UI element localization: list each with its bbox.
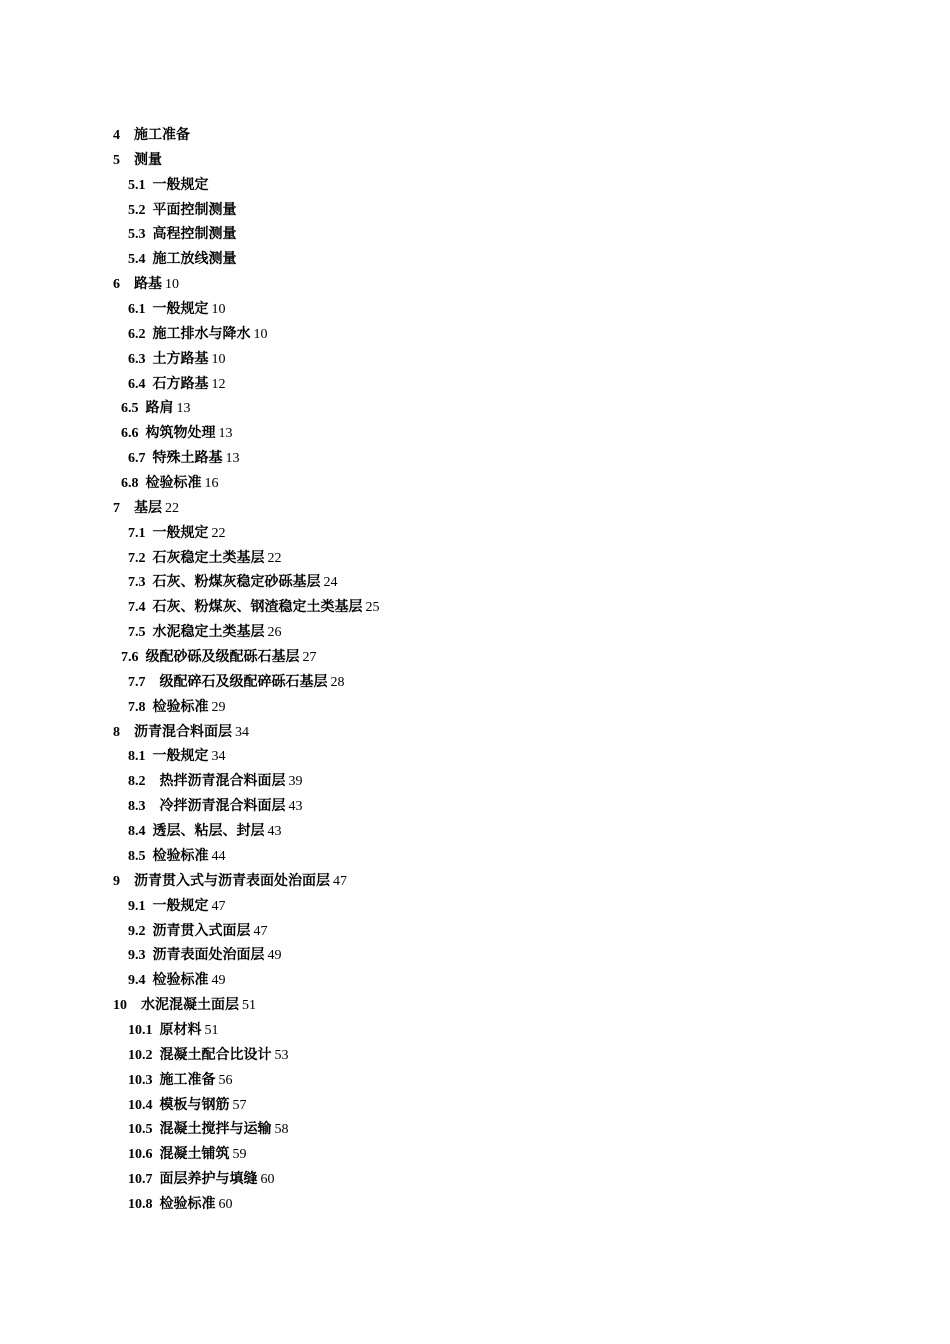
- section-number: 7.2: [128, 550, 146, 566]
- page-number: 60: [260, 1172, 275, 1188]
- toc-entry: [0, 472, 950, 497]
- section-number: 7.5: [128, 625, 146, 641]
- section-number: 5.2: [128, 202, 146, 218]
- toc-entry: [0, 571, 950, 596]
- section-title: 一般规定: [152, 525, 209, 541]
- section-number: 10.6: [128, 1147, 153, 1163]
- section-title: 一般规定: [152, 302, 209, 318]
- toc-entry: [0, 1069, 950, 1094]
- section-title: 沥青贯入式面层: [152, 923, 251, 939]
- page-number: 39: [288, 774, 303, 790]
- toc-entry: [0, 795, 950, 820]
- section-title: 路肩: [145, 401, 174, 417]
- section-number: 5.1: [128, 177, 146, 193]
- section-title: 高程控制测量: [152, 227, 237, 243]
- toc-entry: [0, 373, 950, 398]
- section-title: 基层: [134, 500, 162, 516]
- section-title: 混凝土配合比设计: [159, 1047, 272, 1063]
- section-number: 6.1: [128, 302, 146, 318]
- section-number: 10.8: [128, 1196, 153, 1212]
- section-title: 特殊土路基: [152, 451, 223, 467]
- section-title: 石灰、粉煤灰稳定砂砾基层: [152, 575, 321, 591]
- page-number: 12: [211, 376, 226, 392]
- page-number: 13: [225, 451, 240, 467]
- toc-entry: [0, 1118, 950, 1143]
- section-title: 级配砂砾及级配砾石基层: [145, 650, 300, 666]
- section-title: 一般规定: [152, 749, 209, 765]
- section-title: 石方路基: [152, 376, 209, 392]
- section-number: 8: [113, 724, 120, 740]
- table-of-contents: [0, 124, 950, 1218]
- page-number: 10: [211, 351, 226, 367]
- page-number: 47: [253, 923, 268, 939]
- section-title: 原材料: [159, 1022, 202, 1038]
- section-number: 9: [113, 873, 120, 889]
- page-number: 28: [330, 674, 345, 690]
- toc-entry: [0, 397, 950, 422]
- section-number: 10: [113, 998, 127, 1014]
- page-number: 58: [274, 1122, 289, 1138]
- section-number: 10.2: [128, 1047, 153, 1063]
- toc-entry: [0, 969, 950, 994]
- toc-entry: [0, 1094, 950, 1119]
- section-title: 测量: [134, 152, 162, 168]
- page-number: 25: [365, 600, 380, 616]
- section-title: 沥青表面处治面层: [152, 948, 265, 964]
- toc-entry: [0, 298, 950, 323]
- page-number: 47: [211, 898, 226, 914]
- toc-entry: [0, 149, 950, 174]
- section-title: 平面控制测量: [152, 202, 237, 218]
- section-title: 构筑物处理: [145, 426, 216, 442]
- toc-entry: [0, 1193, 950, 1218]
- section-number: 6.3: [128, 351, 146, 367]
- section-title: 石灰稳定土类基层: [152, 550, 265, 566]
- section-title: 水泥稳定土类基层: [152, 625, 265, 641]
- section-title: 热拌沥青混合料面层: [159, 774, 286, 790]
- page-number: 34: [211, 749, 226, 765]
- toc-entry: [0, 646, 950, 671]
- toc-entry: [0, 174, 950, 199]
- section-number: 8.2: [128, 774, 146, 790]
- section-title: 沥青混合料面层: [134, 724, 232, 740]
- section-number: 6.7: [128, 451, 146, 467]
- page-number: 56: [218, 1072, 233, 1088]
- toc-entry: [0, 323, 950, 348]
- section-title: 冷拌沥青混合料面层: [159, 799, 286, 815]
- page-number: 24: [323, 575, 338, 591]
- section-number: 9.2: [128, 923, 146, 939]
- toc-entry: [0, 199, 950, 224]
- section-title: 路基: [134, 277, 162, 293]
- page-number: 49: [211, 973, 226, 989]
- section-number: 6: [113, 277, 120, 293]
- section-title: 检验标准: [152, 848, 209, 864]
- page-number: 10: [211, 302, 226, 318]
- page-number: 34: [235, 724, 249, 740]
- toc-entry: [0, 248, 950, 273]
- toc-entry: [0, 1168, 950, 1193]
- section-title: 混凝土铺筑: [159, 1147, 230, 1163]
- section-number: 6.2: [128, 326, 146, 342]
- section-number: 7.4: [128, 600, 146, 616]
- section-number: 7.1: [128, 525, 146, 541]
- page-number: 51: [204, 1022, 219, 1038]
- section-title: 面层养护与填缝: [159, 1172, 258, 1188]
- section-number: 10.3: [128, 1072, 153, 1088]
- page-number: 16: [204, 476, 219, 492]
- page-number: 57: [232, 1097, 247, 1113]
- toc-entry: [0, 273, 950, 298]
- page-number: 60: [218, 1196, 233, 1212]
- toc-entry: [0, 671, 950, 696]
- toc-entry: [0, 596, 950, 621]
- toc-entry: [0, 621, 950, 646]
- section-title: 检验标准: [152, 973, 209, 989]
- page-number: 29: [211, 699, 226, 715]
- toc-entry: [0, 696, 950, 721]
- page-number: 51: [242, 998, 256, 1014]
- section-title: 一般规定: [152, 898, 209, 914]
- toc-entry: [0, 422, 950, 447]
- toc-entry: [0, 547, 950, 572]
- page-number: 43: [288, 799, 303, 815]
- page-number: 59: [232, 1147, 247, 1163]
- section-number: 7: [113, 500, 120, 516]
- section-title: 混凝土搅拌与运输: [159, 1122, 272, 1138]
- section-number: 8.3: [128, 799, 146, 815]
- toc-entry: [0, 944, 950, 969]
- toc-entry: [0, 870, 950, 895]
- section-title: 一般规定: [152, 177, 209, 193]
- toc-entry: [0, 522, 950, 547]
- section-number: 4: [113, 128, 120, 143]
- section-number: 10.5: [128, 1122, 153, 1138]
- toc-entry: [0, 994, 950, 1019]
- section-title: 水泥混凝土面层: [141, 998, 239, 1014]
- toc-entry: [0, 770, 950, 795]
- toc-entry: [0, 447, 950, 472]
- section-title: 施工排水与降水: [152, 326, 251, 342]
- page-number: 22: [165, 500, 179, 516]
- section-title: 沥青贯入式与沥青表面处治面层: [134, 873, 330, 889]
- toc-entry: [0, 223, 950, 248]
- toc-entry: [0, 895, 950, 920]
- page-number: 47: [333, 873, 347, 889]
- section-number: 10.4: [128, 1097, 153, 1113]
- page-number: 27: [302, 650, 317, 666]
- section-number: 7.3: [128, 575, 146, 591]
- section-number: 8.1: [128, 749, 146, 765]
- toc-entry: [0, 497, 950, 522]
- section-number: 7.7: [128, 674, 146, 690]
- page-number: 26: [267, 625, 282, 641]
- section-number: 10.7: [128, 1172, 153, 1188]
- section-title: 透层、粘层、封层: [152, 824, 265, 840]
- section-number: 5.3: [128, 227, 146, 243]
- section-title: 施工准备: [134, 128, 190, 143]
- toc-entry: [0, 1044, 950, 1069]
- section-number: 7.6: [121, 650, 139, 666]
- section-number: 10.1: [128, 1022, 153, 1038]
- section-number: 9.1: [128, 898, 146, 914]
- section-title: 施工放线测量: [152, 252, 237, 268]
- section-title: 级配碎石及级配碎砾石基层: [159, 674, 328, 690]
- section-number: 8.4: [128, 824, 146, 840]
- section-title: 检验标准: [159, 1196, 216, 1212]
- page-number: 22: [267, 550, 282, 566]
- page-number: 10: [165, 277, 179, 293]
- section-number: 6.6: [121, 426, 139, 442]
- section-number: 5: [113, 152, 120, 168]
- toc-entry: [0, 348, 950, 373]
- toc-entry: [0, 920, 950, 945]
- page-number: 13: [218, 426, 233, 442]
- toc-entry: [0, 124, 950, 149]
- section-title: 施工准备: [159, 1072, 216, 1088]
- page-number: 13: [176, 401, 191, 417]
- section-number: 9.4: [128, 973, 146, 989]
- toc-entry: [0, 721, 950, 746]
- page-number: 22: [211, 525, 226, 541]
- section-number: 7.8: [128, 699, 146, 715]
- section-number: 6.5: [121, 401, 139, 417]
- toc-entry: [0, 745, 950, 770]
- section-title: 石灰、粉煤灰、钢渣稳定土类基层: [152, 600, 363, 616]
- section-number: 6.8: [121, 476, 139, 492]
- section-title: 土方路基: [152, 351, 209, 367]
- page-number: 53: [274, 1047, 289, 1063]
- section-title: 模板与钢筋: [159, 1097, 230, 1113]
- page-number: 43: [267, 824, 282, 840]
- toc-entry: [0, 1143, 950, 1168]
- page-number: 49: [267, 948, 282, 964]
- toc-entry: [0, 845, 950, 870]
- section-title: 检验标准: [152, 699, 209, 715]
- section-number: 8.5: [128, 848, 146, 864]
- page-number: 10: [253, 326, 268, 342]
- section-title: 检验标准: [145, 476, 202, 492]
- toc-entry: [0, 820, 950, 845]
- section-number: 9.3: [128, 948, 146, 964]
- section-number: 6.4: [128, 376, 146, 392]
- section-number: 5.4: [128, 252, 146, 268]
- page-number: 44: [211, 848, 226, 864]
- toc-entry: [0, 1019, 950, 1044]
